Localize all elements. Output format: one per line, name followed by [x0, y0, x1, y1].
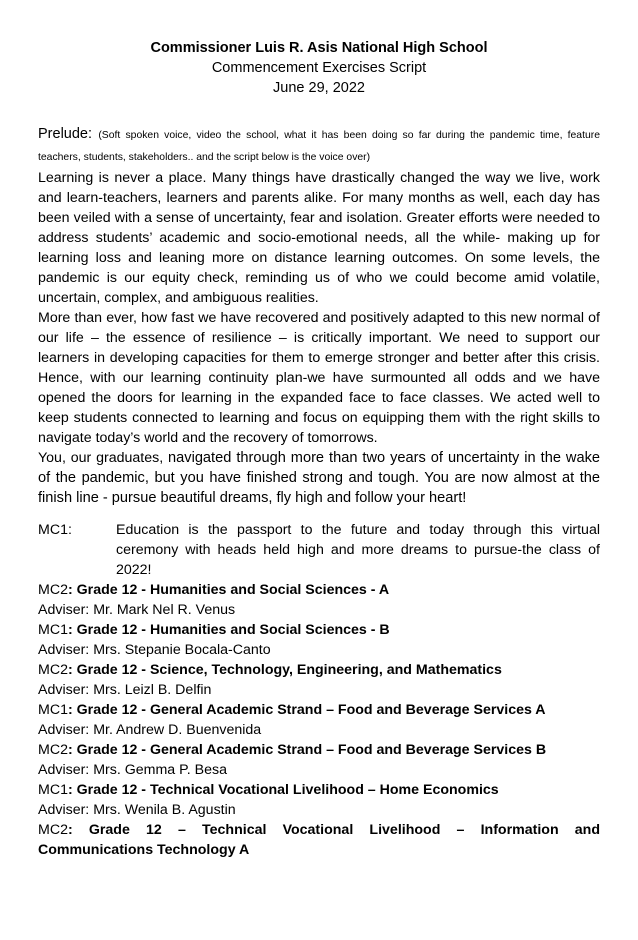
section-adviser: Adviser: Mr. Mark Nel R. Venus	[38, 602, 236, 618]
section-adviser: Adviser: Mrs. Leizl B. Delfin	[38, 682, 212, 698]
mc-intro-speaker: MC1:	[38, 522, 72, 538]
section-line	[38, 660, 600, 680]
section-line	[38, 700, 600, 720]
closing-lead: You, our graduates,	[38, 450, 169, 466]
prelude-label: Prelude:	[38, 126, 93, 142]
section-adviser: Adviser: Mr. Andrew D. Buenvenida	[38, 722, 262, 738]
section-speaker: MC2	[38, 582, 68, 598]
paragraph-2: More than ever, how fast we have recovered and positively adapted to this new normal of our life – the essence of resilience – is critically important. We need to support our learners in developing capacities for them to emerge stronger and better after this crisis. Hence, with our learning continuity plan-we have surmounted all odds and we have opened the doors for learning in the expanded face to face classes. We acted well to keep students connected to learning and focus on equipping them with the right skills to navigate today’s world and the recovery of tomorrows.	[38, 310, 600, 446]
paragraph-1: Learning is never a place. Many things have drastically changed the way we live, work and learn-teachers, learners and parents alike. For many months as well, each day has been veiled with a sense of uncertainty, fear and isolation. Greater efforts were needed to address students’ academic and socio-emotional needs, all the while- making up for learning loss and leaning more on distance learning outcomes. On some levels, the pandemic is our equity check, reminding us of who we could become amid volatile, uncertain, complex, and ambiguous realities.	[38, 170, 600, 306]
section-adviser: Adviser: Mrs. Stepanie Bocala-Canto	[38, 642, 271, 658]
closing-paragraph	[38, 448, 600, 508]
school-name: Commissioner Luis R. Asis National High School	[150, 40, 488, 56]
section-speaker: MC2	[38, 662, 68, 678]
mc-intro-text: Education is the passport to the future and today through this virtual ceremony with heads held high and more dreams to pursue-the class of 2022!	[116, 522, 600, 578]
section-title: : Grade 12 – Technical Vocational Livelihood – Information and	[67, 822, 600, 838]
section-title: : Grade 12 - Technical Vocational Livelihood – Home Economics	[67, 782, 499, 798]
prelude	[38, 124, 600, 168]
document-header	[38, 38, 600, 98]
section-speaker: MC1	[38, 702, 68, 718]
document-subtitle: Commencement Exercises Script	[211, 60, 427, 76]
section-title: Communications Technology A	[38, 842, 250, 858]
section-line	[38, 780, 600, 800]
section-line	[38, 620, 600, 640]
section-title: : Grade 12 - Science, Technology, Engineering, and Mathematics	[67, 662, 502, 678]
section-title: : Grade 12 - Humanities and Social Sciences - B	[67, 622, 390, 638]
section-line	[38, 740, 600, 760]
section-speaker: MC1	[38, 782, 68, 798]
section-line	[38, 580, 600, 600]
mc-intro	[38, 520, 600, 580]
section-title-continued	[38, 840, 600, 860]
section-title: : Grade 12 - Humanities and Social Sciences - A	[67, 582, 390, 598]
section-speaker: MC2	[38, 822, 68, 838]
closing-body: navigated through more than two years of uncertainty in the wake of the pandemic, but you have finished strong and tough. You are now almost at the finish line - pursue beautiful dreams, fly high and follow your heart!	[38, 450, 600, 506]
document-page	[0, 38, 638, 940]
section-adviser: Adviser: Mrs. Gemma P. Besa	[38, 762, 227, 778]
section-adviser: Adviser: Mrs. Wenila B. Agustin	[38, 802, 236, 818]
section-title: : Grade 12 - General Academic Strand – Food and Beverage Services B	[67, 742, 547, 758]
section-title: : Grade 12 - General Academic Strand – Food and Beverage Services A	[67, 702, 546, 718]
section-line	[38, 820, 600, 840]
section-speaker: MC2	[38, 742, 68, 758]
prelude-note: (Soft spoken voice, video the school, what it has been doing so far during the pandemic time, feature teachers, students, stakeholders.. and the script below is the voice over)	[38, 130, 600, 163]
section-list	[38, 580, 600, 860]
document-date: June 29, 2022	[273, 80, 365, 96]
section-speaker: MC1	[38, 622, 68, 638]
